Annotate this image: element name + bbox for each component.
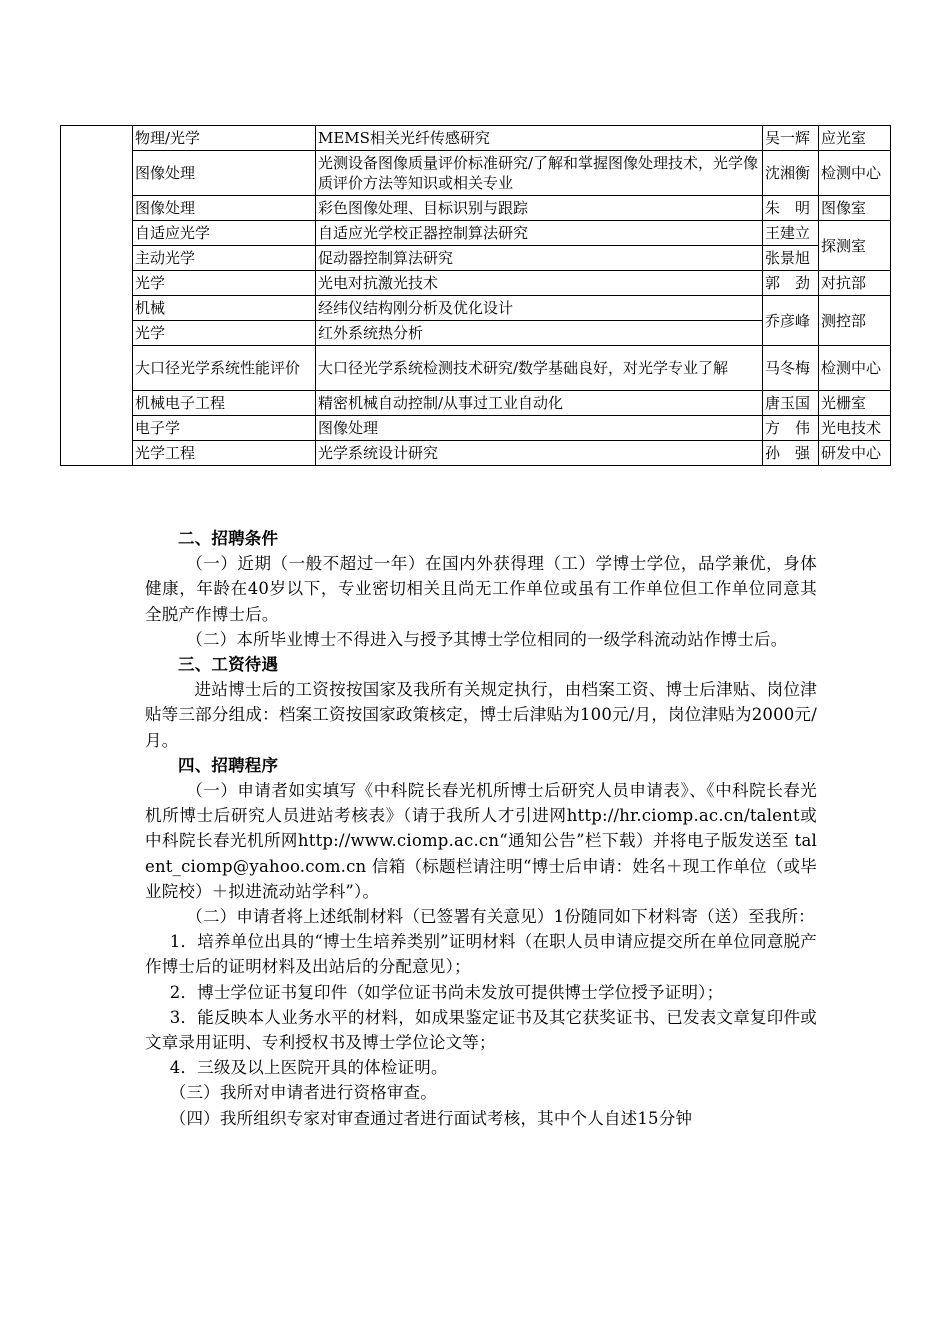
topic-cell: 图像处理: [316, 416, 763, 441]
contact-cell: 张景旭: [763, 246, 819, 271]
subject-cell: 自适应光学: [133, 221, 316, 246]
conditions-heading: 二、招聘条件: [178, 529, 279, 548]
table-row: [61, 346, 891, 391]
procedure-paragraph-4: （四）我所组织专家对审查通过者进行面试考核，其中个人自述15分钟: [169, 1108, 693, 1128]
dept-cell: 检测中心: [819, 346, 891, 391]
contact-cell: 马冬梅: [763, 346, 819, 391]
contact-cell: 孙 强: [763, 441, 819, 466]
dept-cell: 研发中心: [819, 441, 891, 466]
table-row: [61, 441, 891, 466]
conditions-paragraph-1: （一）近期（一般不超过一年）在国内外获得理（工）学博士学位，品学兼优，身体健康，年龄在40岁以下，专业密切相关且尚无工作单位或虽有工作单位但工作单位同意其全脱产作博士后。: [145, 554, 817, 624]
subject-cell: 物理/光学: [133, 126, 316, 151]
procedure-item-1: 1．培养单位出具的“博士生培养类别”证明材料（在职人员申请应提交所在单位同意脱产作博士后的证明材料及出站后的分配意见）；: [145, 932, 817, 977]
table-row: [61, 246, 891, 271]
topic-cell: 自适应光学校正器控制算法研究: [316, 221, 763, 246]
subject-cell: 机械: [133, 296, 316, 321]
topic-cell: 光学系统设计研究: [316, 441, 763, 466]
subject-cell: 光学: [133, 321, 316, 346]
conditions-paragraph-2: （二）本所毕业博士不得进入与授予其博士学位相同的一级学科流动站作博士后。: [186, 629, 788, 649]
topic-cell: 精密机械自动控制/从事过工业自动化: [316, 391, 763, 416]
table-row: [61, 196, 891, 221]
subject-cell: 图像处理: [133, 196, 316, 221]
subject-cell: 主动光学: [133, 246, 316, 271]
subject-cell: 光学工程: [133, 441, 316, 466]
dept-cell: 对抗部: [819, 271, 891, 296]
dept-cell: 光栅室: [819, 391, 891, 416]
procedure-paragraph-2: （二）申请者将上述纸制材料（已签署有关意见）1份随同如下材料寄（送）至我所：: [186, 907, 815, 927]
blank-cell: [61, 126, 133, 466]
procedure-heading: 四、招聘程序: [178, 755, 279, 775]
topic-cell: MEMS相关光纤传感研究: [316, 126, 763, 151]
procedure-item-2: 2．博士学位证书复印件（如学位证书尚未发放可提供博士学位授予证明）；: [169, 982, 724, 1002]
topic-cell: 大口径光学系统检测技术研究/数学基础良好，对光学专业了解: [316, 346, 763, 391]
subject-cell: 大口径光学系统性能评价: [133, 346, 316, 391]
table-row: [61, 296, 891, 321]
procedure-paragraph-3: （三）我所对申请者进行资格审查。: [169, 1083, 437, 1103]
salary-heading: 三、工资待遇: [178, 655, 279, 675]
table-row: [61, 126, 891, 151]
contact-cell: 朱 明: [763, 196, 819, 221]
procedure-item-4: 4．三级及以上医院开具的体检证明。: [169, 1058, 448, 1078]
topic-cell: 红外系统热分析: [316, 321, 763, 346]
topic-cell: 促动器控制算法研究: [316, 246, 763, 271]
procedure-item-3: 3．能反映本人业务水平的材料，如成果鉴定证书及其它获奖证书、已发表文章复印件或文章录用证明、专利授权书及博士学位论文等；: [145, 1007, 817, 1053]
dept-cell: 检测中心: [819, 151, 891, 196]
salary-paragraph: 进站博士后的工资按按国家及我所有关规定执行，由档案工资、博士后津贴、岗位津贴等三部分组成：档案工资按国家政策核定，博士后津贴为100元/月，岗位津贴为2000元/月。: [145, 680, 817, 750]
subject-cell: 光学: [133, 271, 316, 296]
contact-cell: 唐玉国: [763, 391, 819, 416]
table-row: [61, 151, 891, 196]
topic-cell: 光测设备图像质量评价标准研究/了解和掌握图像处理技术，光学像质评价方法等知识或相关专业: [316, 151, 763, 196]
contact-cell: 方 伟: [763, 416, 819, 441]
procedure-paragraph-1: （一）申请者如实填写《中科院长春光机所博士后研究人员申请表》、《中科院长春光机所博士后研究人员进站考核表》（请于我所人才引进网http://hr.ciomp.ac.cn/talent或中科院长春光机所网http://www.ciomp.ac.cn“通知公告”栏下载）并将电子版发送至 talent_ciomp@yahoo.com.cn 信箱（标题栏请注明“博士后申请：姓名＋现工作单位（或毕业院校）＋拟进流动站学科”）。: [145, 781, 817, 901]
contact-cell: 沈湘衡: [763, 151, 819, 196]
contact-cell: 吴一辉: [763, 126, 819, 151]
positions-table: [60, 125, 891, 466]
dept-cell: 应光室: [819, 126, 891, 151]
subject-cell: 电子学: [133, 416, 316, 441]
topic-cell: 彩色图像处理、目标识别与跟踪: [316, 196, 763, 221]
table-row: [61, 416, 891, 441]
topic-cell: 光电对抗激光技术: [316, 271, 763, 296]
table-row: [61, 221, 891, 246]
dept-cell: 测控部: [819, 296, 891, 346]
subject-cell: 图像处理: [133, 151, 316, 196]
topic-cell: 经纬仪结构刚分析及优化设计: [316, 296, 763, 321]
document-body: [145, 526, 817, 1131]
dept-cell: 探测室: [819, 221, 891, 271]
contact-cell: 郭 劲: [763, 271, 819, 296]
dept-cell: 图像室: [819, 196, 891, 221]
dept-cell: 光电技术: [819, 416, 891, 441]
table-row: [61, 271, 891, 296]
contact-cell: 王建立: [763, 221, 819, 246]
table-row: [61, 391, 891, 416]
contact-cell: 乔彦峰: [763, 296, 819, 346]
subject-cell: 机械电子工程: [133, 391, 316, 416]
